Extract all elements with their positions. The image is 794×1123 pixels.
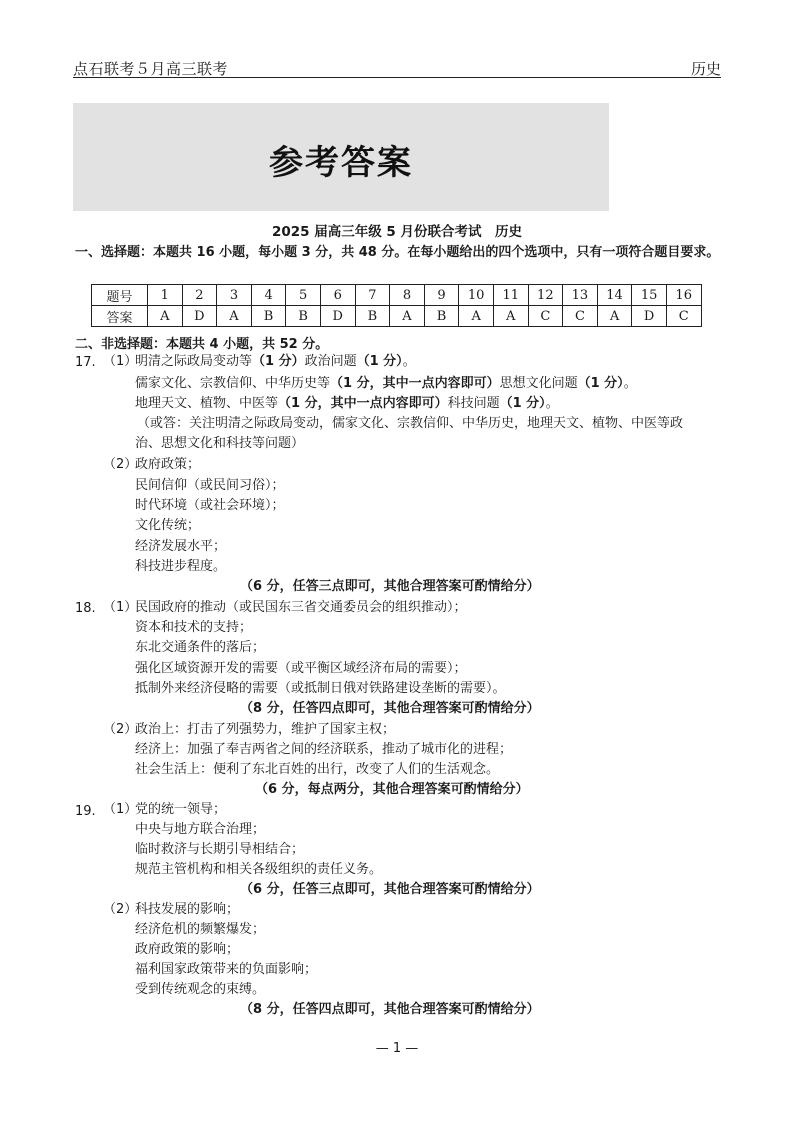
- table-cell: 13: [563, 285, 598, 306]
- table-cell: C: [528, 306, 563, 327]
- table-cell: B: [251, 306, 286, 327]
- list-item: 科技发展的影响；: [135, 902, 240, 917]
- page-header: [73, 56, 721, 78]
- q19-p2-label: （2）: [103, 902, 138, 917]
- list-item: 福利国家政策带来的负面影响；: [135, 962, 318, 977]
- text: 。: [402, 354, 416, 369]
- list-item: 经济上：加强了奉吉两省之间的经济联系，推动了城市化的进程；: [135, 742, 513, 757]
- table-cell: D: [632, 306, 667, 327]
- page-number: — 1 —: [375, 1041, 419, 1056]
- table-cell: 9: [424, 285, 459, 306]
- list-item: 政治上：打击了列强势力，维护了国家主权；: [135, 722, 396, 737]
- table-cell: C: [666, 306, 701, 327]
- list-item: 政府政策；: [135, 457, 201, 472]
- table-cell: D: [182, 306, 217, 327]
- text: 科技问题: [447, 396, 500, 411]
- table-cell: 2: [182, 285, 217, 306]
- list-item: 经济发展水平；: [135, 539, 227, 554]
- q17-p2-label: （2）: [103, 457, 138, 472]
- q17-line-2: [135, 374, 637, 394]
- score-text: （1 分，其中一点内容即可）: [330, 376, 500, 391]
- question-19-number: 19.: [75, 804, 96, 819]
- question-17-number: 17.: [75, 355, 96, 370]
- list-item: 科技进步程度。: [135, 559, 227, 574]
- text: 明清之际政局变动等: [135, 354, 253, 369]
- exam-title: 2025 届高三年级 5 月份联合考试 历史: [271, 224, 523, 240]
- table-cell: 8: [390, 285, 425, 306]
- table-cell: B: [355, 306, 390, 327]
- table-cell: 5: [286, 285, 321, 306]
- q18-p1-score: （8 分，任答四点即可，其他合理答案可酌情给分）: [240, 701, 540, 716]
- table-header-number: 题号: [92, 285, 148, 306]
- list-item: 东北交通条件的落后；: [135, 640, 266, 655]
- list-item: 文化传统；: [135, 518, 201, 533]
- table-header-answer: 答案: [92, 306, 148, 327]
- q17-line-3: [135, 394, 559, 414]
- list-item: 受到传统观念的束缚。: [135, 982, 266, 997]
- table-row-answers: [92, 306, 702, 327]
- table-cell: A: [493, 306, 528, 327]
- q17-p1-label: （1）: [103, 354, 138, 369]
- q18-p1-label: （1）: [103, 600, 138, 615]
- table-row-numbers: [92, 285, 702, 306]
- score-text: （1 分）: [252, 354, 305, 369]
- table-cell: B: [424, 306, 459, 327]
- table-cell: 4: [251, 285, 286, 306]
- table-cell: 1: [148, 285, 183, 306]
- q17-p2-score: （6 分，任答三点即可，其他合理答案可酌情给分）: [240, 579, 540, 594]
- list-item: 临时救济与长期引导相结合；: [135, 842, 305, 857]
- q19-p2-score: （8 分，任答四点即可，其他合理答案可酌情给分）: [240, 1002, 540, 1017]
- table-cell: 12: [528, 285, 563, 306]
- header-subject: 历史: [690, 60, 721, 78]
- table-cell: 7: [355, 285, 390, 306]
- q17-alt-line-1: （或答：关注明清之际政局变动，儒家文化、宗教信仰、中华历史，地理天文、植物、中医等政: [137, 416, 684, 431]
- table-cell: A: [597, 306, 632, 327]
- section2-heading: 二、非选择题：本题共 4 小题，共 52 分。: [75, 337, 329, 352]
- table-cell: 3: [217, 285, 252, 306]
- score-text: （1 分）: [499, 396, 546, 411]
- text: 思想文化问题: [499, 376, 578, 391]
- table-cell: C: [563, 306, 598, 327]
- score-text: （1 分，其中一点内容即可）: [278, 396, 448, 411]
- score-text: （1 分）: [356, 354, 403, 369]
- table-cell: A: [459, 306, 494, 327]
- table-cell: 16: [666, 285, 701, 306]
- table-cell: 10: [459, 285, 494, 306]
- score-text: （1 分）: [577, 376, 624, 391]
- text: 。: [623, 376, 637, 391]
- header-exam-name: 点石联考５月高三联考: [73, 60, 229, 78]
- text: 地理天文、植物、中医等: [135, 396, 279, 411]
- q17-line-1: [135, 352, 416, 372]
- list-item: 社会生活上：便利了东北百姓的出行，改变了人们的生活观念。: [135, 762, 500, 777]
- banner-title: 参考答案: [269, 143, 413, 183]
- text: 。: [545, 396, 559, 411]
- list-item: 中央与地方联合治理；: [135, 822, 266, 837]
- list-item: 规范主管机构和相关各级组织的责任义务。: [135, 862, 383, 877]
- list-item: 党的统一领导；: [135, 802, 227, 817]
- q17-alt-line-2: 治、思想文化和科技等问题）: [135, 436, 305, 451]
- table-cell: A: [390, 306, 425, 327]
- text: 儒家文化、宗教信仰、中华历史等: [135, 376, 331, 391]
- answer-table: [91, 284, 702, 327]
- q19-p1-label: （1）: [103, 802, 138, 817]
- q18-p2-score: （6 分，每点两分，其他合理答案可酌情给分）: [255, 782, 529, 797]
- q18-p2-label: （2）: [103, 722, 138, 737]
- list-item: 民间信仰（或民间习俗）；: [135, 478, 285, 493]
- table-cell: D: [320, 306, 355, 327]
- list-item: 强化区域资源开发的需要（或平衡区域经济布局的需要）；: [135, 661, 467, 676]
- list-item: 民国政府的推动（或民国东三省交通委员会的组织推动）；: [135, 600, 467, 615]
- question-18-number: 18.: [75, 601, 96, 616]
- table-cell: A: [217, 306, 252, 327]
- list-item: 抵制外来经济侵略的需要（或抵制日俄对铁路建设垄断的需要）。: [135, 681, 506, 696]
- table-cell: 11: [493, 285, 528, 306]
- q19-p1-score: （6 分，任答三点即可，其他合理答案可酌情给分）: [240, 882, 540, 897]
- table-cell: 14: [597, 285, 632, 306]
- text: 政治问题: [304, 354, 357, 369]
- list-item: 资本和技术的支持；: [135, 620, 253, 635]
- title-banner: [73, 103, 609, 211]
- table-cell: 6: [320, 285, 355, 306]
- table-cell: 15: [632, 285, 667, 306]
- table-cell: B: [286, 306, 321, 327]
- list-item: 经济危机的频繁爆发；: [135, 922, 266, 937]
- section1-heading: 一、选择题：本题共 16 小题，每小题 3 分，共 48 分。在每小题给出的四个选项中，只有一项符合题目要求。: [75, 245, 720, 260]
- list-item: 政府政策的影响；: [135, 942, 240, 957]
- table-cell: A: [148, 306, 183, 327]
- list-item: 时代环境（或社会环境）；: [135, 498, 285, 513]
